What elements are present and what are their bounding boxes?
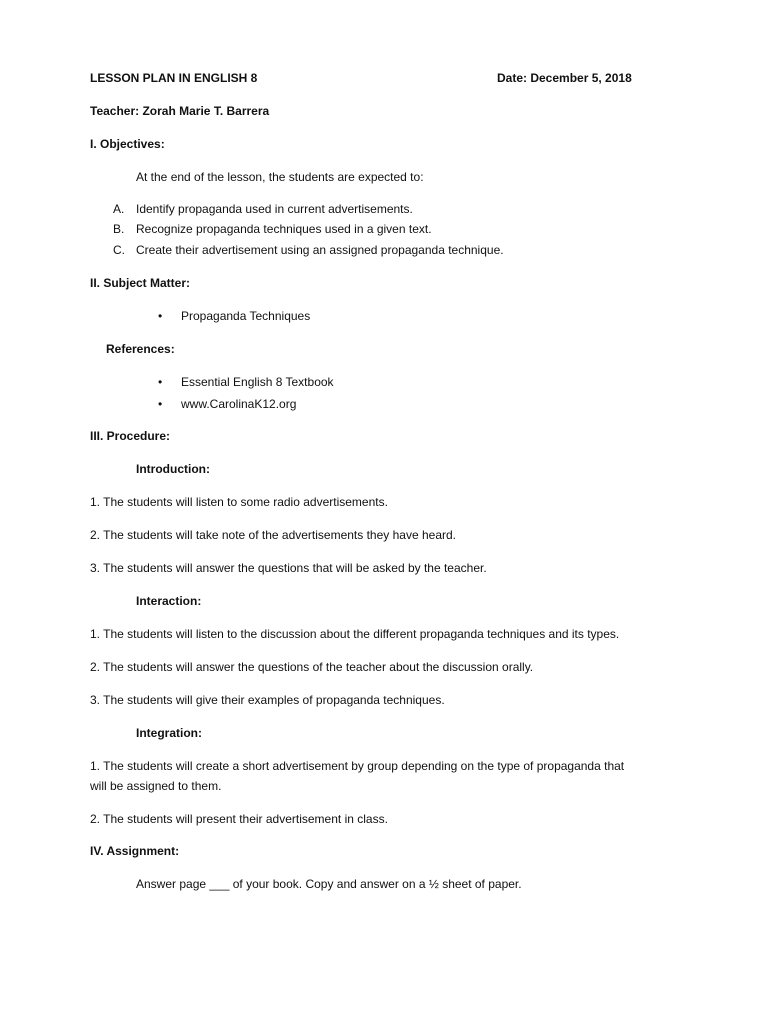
subject-matter-heading: II. Subject Matter:	[90, 276, 191, 290]
objective-marker: A.	[113, 202, 125, 216]
procedure-heading: III. Procedure:	[90, 429, 171, 443]
objectives-heading: I. Objectives:	[90, 137, 165, 151]
document-date: Date: December 5, 2018	[497, 71, 632, 85]
assignment-heading: IV. Assignment:	[90, 844, 180, 858]
introduction-heading: Introduction:	[136, 462, 210, 476]
objective-item: Recognize propaganda techniques used in a given text.	[136, 222, 432, 236]
reference-item: Essential English 8 Textbook	[181, 375, 334, 389]
introduction-step: 3. The students will answer the questions that will be asked by the teacher.	[90, 561, 487, 575]
references-heading: References:	[106, 342, 175, 356]
integration-heading: Integration:	[136, 726, 202, 740]
teacher-name: Teacher: Zorah Marie T. Barrera	[90, 104, 270, 118]
integration-step-continued: will be assigned to them.	[90, 779, 222, 793]
introduction-step: 1. The students will listen to some radio advertisements.	[90, 495, 388, 509]
objective-item: Create their advertisement using an assigned propaganda technique.	[136, 243, 504, 257]
interaction-step: 1. The students will listen to the discussion about the different propaganda techniques and its types.	[90, 627, 620, 641]
objective-item: Identify propaganda used in current advertisements.	[136, 202, 413, 216]
integration-step: 1. The students will create a short advertisement by group depending on the type of propaganda that	[90, 759, 625, 773]
bullet-icon: •	[158, 309, 163, 323]
subject-item: Propaganda Techniques	[181, 309, 311, 323]
objective-marker: B.	[113, 222, 125, 236]
assignment-text: Answer page ___ of your book. Copy and answer on a ½ sheet of paper.	[136, 877, 522, 891]
reference-item: www.CarolinaK12.org	[181, 397, 297, 411]
integration-step: 2. The students will present their advertisement in class.	[90, 812, 388, 826]
interaction-heading: Interaction:	[136, 594, 202, 608]
document-title: LESSON PLAN IN ENGLISH 8	[90, 71, 258, 85]
objectives-intro: At the end of the lesson, the students are expected to:	[136, 170, 424, 184]
bullet-icon: •	[158, 397, 163, 411]
interaction-step: 3. The students will give their examples of propaganda techniques.	[90, 693, 445, 707]
objective-marker: C.	[113, 243, 125, 257]
bullet-icon: •	[158, 375, 163, 389]
introduction-step: 2. The students will take note of the advertisements they have heard.	[90, 528, 456, 542]
interaction-step: 2. The students will answer the questions of the teacher about the discussion orally.	[90, 660, 534, 674]
